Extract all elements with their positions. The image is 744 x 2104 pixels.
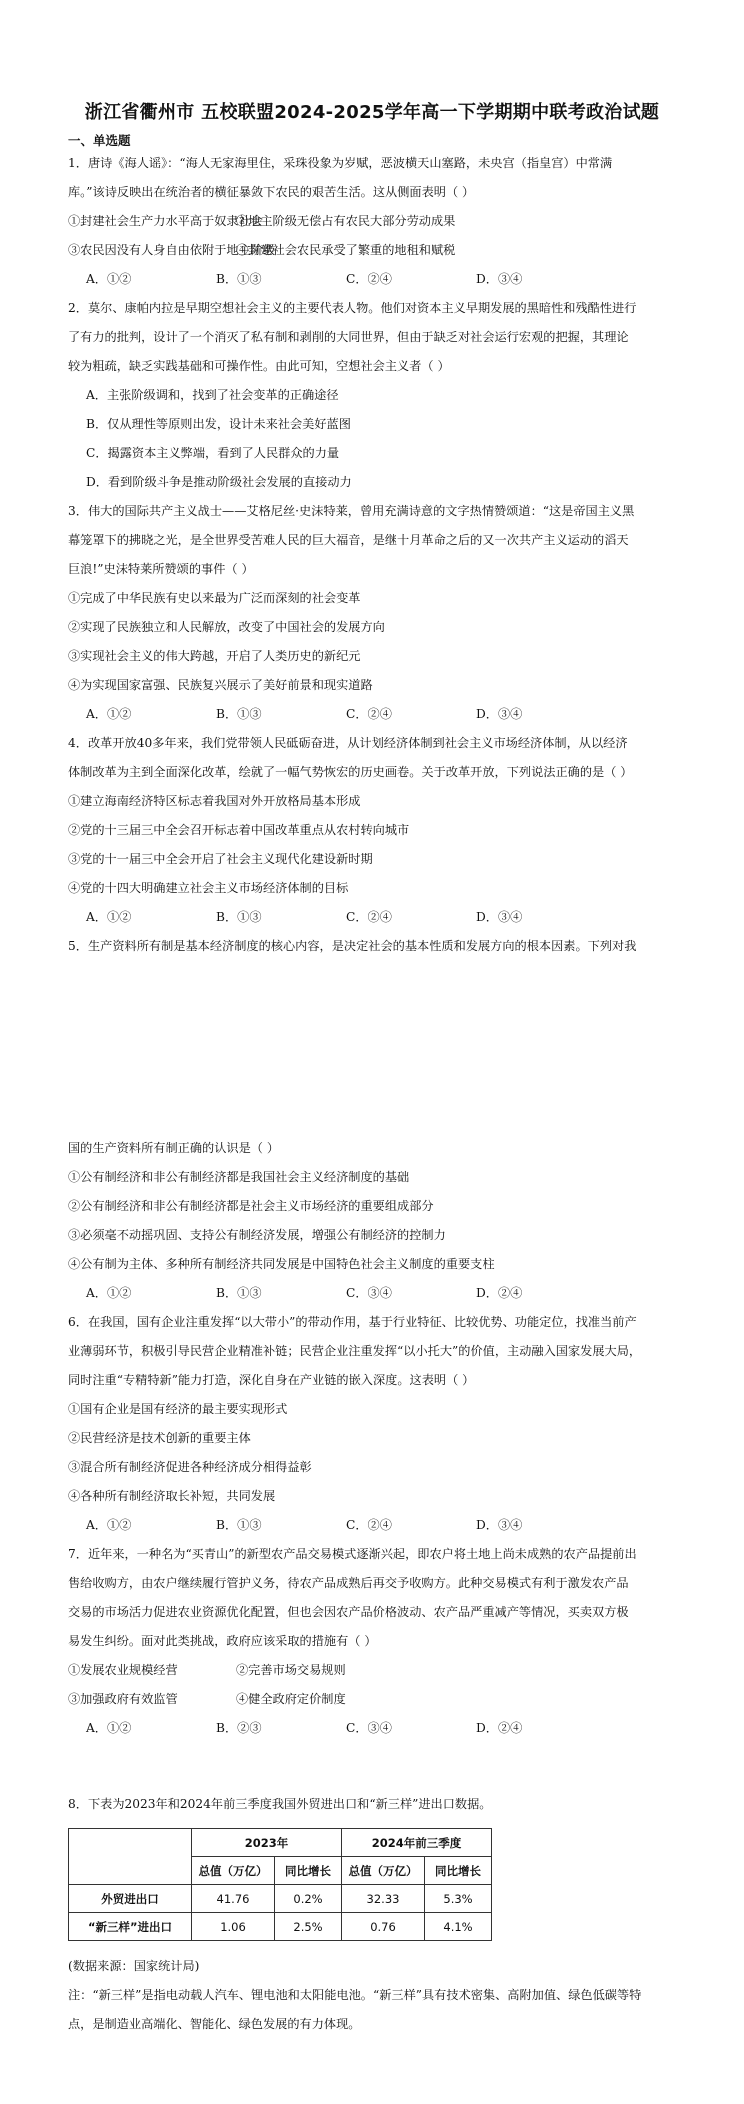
- table-subheader: 总值（万亿）: [192, 1857, 275, 1885]
- question-5-choices: [68, 1279, 680, 1308]
- question-4-line: 4．改革开放40多年来，我们党带领人民砥砺奋进，从计划经济体制到社会主义市场经济体制，从以经济: [68, 736, 628, 750]
- choice-c[interactable]: C．②④: [346, 272, 392, 286]
- choice-c[interactable]: C．③④: [346, 1721, 392, 1735]
- table-note: 点，是制造业高端化、智能化、绿色发展的有力体现。: [68, 2017, 361, 2031]
- table-subheader: 同比增长: [425, 1857, 492, 1885]
- question-5-start: [68, 932, 680, 961]
- choice-d[interactable]: D．③④: [476, 1518, 523, 1532]
- question-6-line: 业薄弱环节，积极引导民营企业精准补链；民营企业注重发挥“以小托大”的价值，主动融入国家发展大局，: [68, 1344, 642, 1358]
- question-4-line: 体制改革为主到全面深化改革，绘就了一幅气势恢宏的历史画卷。关于改革开放，下列说法正确的是（ ）: [68, 765, 633, 779]
- choice-c[interactable]: C．③④: [346, 1286, 392, 1300]
- question-7-choices: [68, 1714, 680, 1743]
- statement: ①建立海南经济特区标志着我国对外开放格局基本形成: [68, 794, 361, 808]
- table-group-header: 2024年前三季度: [342, 1829, 492, 1857]
- data-source: (数据来源：国家统计局): [68, 1959, 200, 1973]
- question-7-line: 7．近年来，一种名为“买青山”的新型农产品交易模式逐渐兴起，即农户将土地上尚未成熟的农产品提前出: [68, 1547, 637, 1561]
- choice-c[interactable]: C．②④: [346, 910, 392, 924]
- question-1-choices: [68, 265, 680, 294]
- choice-b[interactable]: B．①③: [216, 272, 262, 286]
- statement: ②地主阶级无偿占有农民大部分劳动成果: [236, 214, 456, 228]
- table-group-header: 2023年: [192, 1829, 342, 1857]
- choice-b[interactable]: B．仅从理性等原则出发，设计未来社会美好蓝图: [86, 417, 351, 431]
- statement: ①国有企业是国有经济的最主要实现形式: [68, 1402, 288, 1416]
- question-3-choices: [68, 700, 680, 729]
- exam-title: 浙江省衢州市 五校联盟2024-2025学年高一下学期期中联考政治试题: [84, 102, 660, 123]
- table-note: 注：“新三样”是指电动载人汽车、锂电池和太阳能电池。“新三样”具有技术密集、高附加值、绿色低碳等特: [68, 1988, 642, 2002]
- question-8-notes: [68, 1952, 680, 2039]
- table-cell: 2.5%: [275, 1913, 342, 1941]
- choice-a[interactable]: A．①②: [86, 1721, 132, 1735]
- choice-d[interactable]: D．③④: [476, 272, 523, 286]
- question-2-line: 2．莫尔、康帕内拉是早期空想社会主义的主要代表人物。他们对资本主义早期发展的黑暗性和残酷性进行: [68, 301, 637, 315]
- statement: ②民营经济是技术创新的重要主体: [68, 1431, 251, 1445]
- statement: ③必须毫不动摇巩固、支持公有制经济发展，增强公有制经济的控制力: [68, 1228, 446, 1242]
- question-6-choices: [68, 1511, 680, 1540]
- choice-b[interactable]: B．②③: [216, 1721, 262, 1735]
- question-6-line: 6．在我国，国有企业注重发挥“以大带小”的带动作用，基于行业特征、比较优势、功能定位，找准当前产: [68, 1315, 637, 1329]
- statement: ②完善市场交易规则: [236, 1663, 346, 1677]
- question-3-line: 巨浪!”史沫特莱所赞颂的事件（ ）: [68, 562, 254, 576]
- table-row: [69, 1885, 492, 1913]
- choice-a[interactable]: A．①②: [86, 910, 132, 924]
- question-7-line: 易发生纠纷。面对此类挑战，政府应该采取的措施有（ ）: [68, 1634, 377, 1648]
- question-1: [68, 149, 680, 294]
- choice-b[interactable]: B．①③: [216, 1518, 262, 1532]
- statement: ③加强政府有效监管: [68, 1692, 178, 1706]
- question-1-line: 库。”该诗反映出在统治者的横征暴敛下农民的艰苦生活。这从侧面表明（ ）: [68, 185, 475, 199]
- table-cell: 5.3%: [425, 1885, 492, 1913]
- question-5-line: 5．生产资料所有制是基本经济制度的核心内容，是决定社会的基本性质和发展方向的根本因素。下列对我: [68, 939, 637, 953]
- table-cell: 0.2%: [275, 1885, 342, 1913]
- question-7-statements: [68, 1656, 680, 1685]
- choice-a[interactable]: A．主张阶级调和，找到了社会变革的正确途径: [86, 388, 339, 402]
- question-8-line: 8．下表为2023年和2024年前三季度我国外贸进出口和“新三样”进出口数据。: [68, 1797, 492, 1811]
- table-row: [69, 1913, 492, 1941]
- choice-d[interactable]: D．②④: [476, 1286, 523, 1300]
- choice-c[interactable]: C．揭露资本主义弊端，看到了人民群众的力量: [86, 446, 340, 460]
- choice-d[interactable]: D．③④: [476, 910, 523, 924]
- statement: ④为实现国家富强、民族复兴展示了美好前景和现实道路: [68, 678, 373, 692]
- table-cell: 4.1%: [425, 1913, 492, 1941]
- choice-a[interactable]: A．①②: [86, 1518, 132, 1532]
- table-row-label: “新三样”进出口: [69, 1913, 192, 1941]
- question-8: [68, 1790, 680, 1819]
- question-4: [68, 729, 680, 932]
- statement: ①完成了中华民族有史以来最为广泛而深刻的社会变革: [68, 591, 361, 605]
- statement: ④封建社会农民承受了繁重的地租和赋税: [236, 243, 456, 257]
- choice-d[interactable]: D．③④: [476, 707, 523, 721]
- choice-d[interactable]: D．看到阶级斗争是推动阶级社会发展的直接动力: [86, 475, 352, 489]
- statement: ③农民因没有人身自由依附于地主阶级: [68, 243, 276, 257]
- choice-a[interactable]: A．①②: [86, 707, 132, 721]
- table-subheader: 同比增长: [275, 1857, 342, 1885]
- statement: ③党的十一届三中全会开启了社会主义现代化建设新时期: [68, 852, 373, 866]
- question-2: [68, 294, 680, 497]
- statement: ④健全政府定价制度: [236, 1692, 346, 1706]
- table-cell: 1.06: [192, 1913, 275, 1941]
- question-5-line: 国的生产资料所有制正确的认识是（ ）: [68, 1141, 280, 1155]
- question-3-line: 3．伟大的国际共产主义战士——艾格尼丝·史沫特莱，曾用充满诗意的文字热情赞颂道：“这是帝国主义黑: [68, 504, 635, 518]
- question-3-line: 幕笼罩下的拂晓之光，是全世界受苦难人民的巨大福音，是继十月革命之后的又一次共产主义运动的滔天: [68, 533, 629, 547]
- statement: ③混合所有制经济促进各种经济成分相得益彰: [68, 1460, 312, 1474]
- table-corner-cell: [69, 1829, 192, 1885]
- choice-c[interactable]: C．②④: [346, 1518, 392, 1532]
- statement: ③实现社会主义的伟大跨越，开启了人类历史的新纪元: [68, 649, 361, 663]
- choice-b[interactable]: B．①③: [216, 1286, 262, 1300]
- question-4-choices: [68, 903, 680, 932]
- question-7-line: 售给收购方，由农户继续履行管护义务，待农产品成熟后再交予收购方。此种交易模式有利于激发农产品: [68, 1576, 629, 1590]
- choice-a[interactable]: A．①②: [86, 272, 132, 286]
- question-1-statements: [68, 207, 680, 236]
- choice-b[interactable]: B．①③: [216, 910, 262, 924]
- table-cell: 41.76: [192, 1885, 275, 1913]
- statement: ④各种所有制经济取长补短，共同发展: [68, 1489, 276, 1503]
- statement: ④党的十四大明确建立社会主义市场经济体制的目标: [68, 881, 349, 895]
- table-subheader: 总值（万亿）: [342, 1857, 425, 1885]
- statement: ②实现了民族独立和人民解放，改变了中国社会的发展方向: [68, 620, 385, 634]
- question-3: [68, 497, 680, 729]
- statement: ②党的十三届三中全会召开标志着中国改革重点从农村转向城市: [68, 823, 410, 837]
- question-2-line: 了有力的批判，设计了一个消灭了私有制和剥削的大同世界，但由于缺乏对社会运行宏观的把握，其理论: [68, 330, 629, 344]
- question-2-line: 较为粗疏，缺乏实践基础和可操作性。由此可知，空想社会主义者（ ）: [68, 359, 450, 373]
- table-cell: 0.76: [342, 1913, 425, 1941]
- question-1-statements: [68, 236, 680, 265]
- statement: ④公有制为主体、多种所有制经济共同发展是中国特色社会主义制度的重要支柱: [68, 1257, 495, 1271]
- statement: ①封建社会生产力水平高于奴隶社会: [68, 214, 263, 228]
- question-7: [68, 1540, 680, 1743]
- trade-data-table: [68, 1828, 492, 1941]
- question-1-line: 1．唐诗《海人谣》：“海人无家海里住，采珠役象为岁赋，恶波横天山塞路，未央宫（指皇宫）中常满: [68, 156, 613, 170]
- question-7-line: 交易的市场活力促进农业资源优化配置，但也会因农产品价格波动、农产品严重减产等情况，买卖双方极: [68, 1605, 629, 1619]
- question-6: [68, 1308, 680, 1540]
- statement: ①公有制经济和非公有制经济都是我国社会主义经济制度的基础: [68, 1170, 410, 1184]
- question-7-statements: [68, 1685, 680, 1714]
- choice-a[interactable]: A．①②: [86, 1286, 132, 1300]
- choice-c[interactable]: C．②④: [346, 707, 392, 721]
- question-5: [68, 1134, 680, 1308]
- section-heading: 一、单选题: [68, 133, 131, 148]
- choice-d[interactable]: D．②④: [476, 1721, 523, 1735]
- question-6-line: 同时注重“专精特新”能力打造，深化自身在产业链的嵌入深度。这表明（ ）: [68, 1373, 475, 1387]
- statement: ②公有制经济和非公有制经济都是社会主义市场经济的重要组成部分: [68, 1199, 434, 1213]
- table-row-label: 外贸进出口: [69, 1885, 192, 1913]
- table-cell: 32.33: [342, 1885, 425, 1913]
- choice-b[interactable]: B．①③: [216, 707, 262, 721]
- statement: ①发展农业规模经营: [68, 1663, 178, 1677]
